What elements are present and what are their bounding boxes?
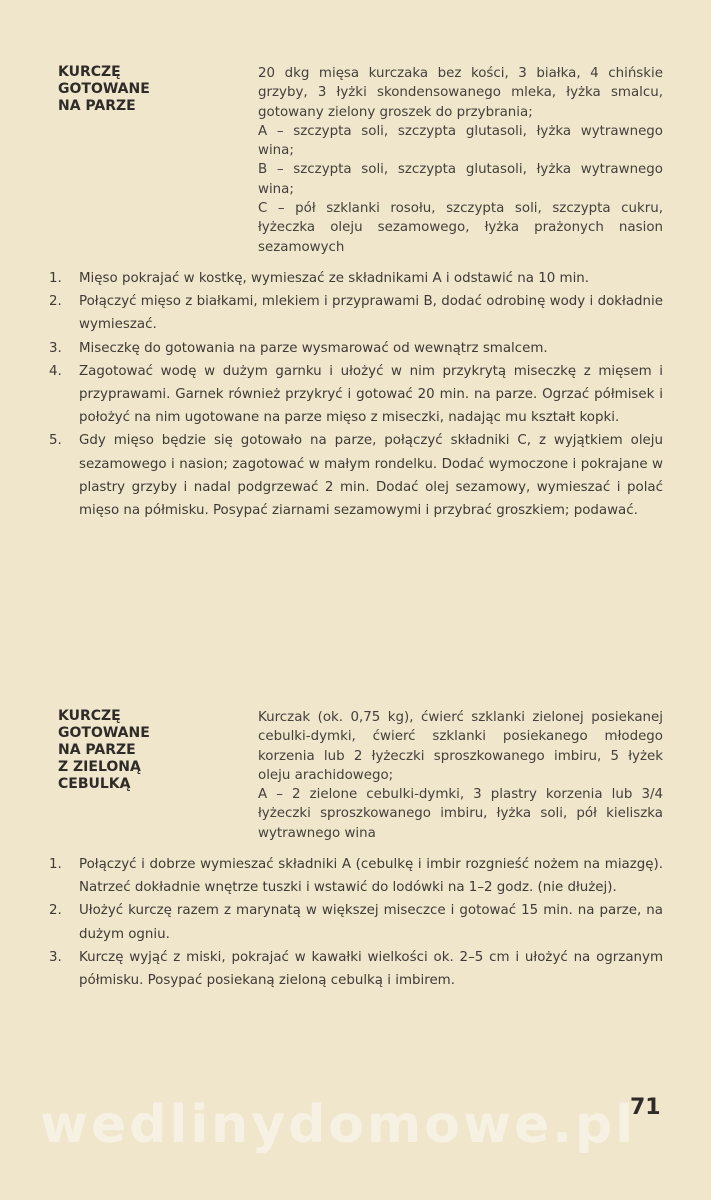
recipe-title (58, 64, 258, 257)
ingredients-group-c: C – pół szklanki rosołu, szczypta soli, szczypta cukru, łyżeczka oleju sezamowego, łyżka prażonych nasion sezamowych (258, 201, 663, 255)
recipe-title (58, 708, 258, 843)
title-line: GOTOWANE (58, 725, 150, 741)
step-number: 3. (49, 949, 62, 965)
title-line: KURCZĘ (58, 708, 121, 724)
watermark: wedlinydomowe.pl (40, 1095, 637, 1155)
ingredients-group-b: B – szczypta soli, szczypta glutasoli, łyżka wytrawnego wina; (258, 162, 663, 197)
step-number: 2. (49, 294, 62, 310)
ingredients-group-a: A – szczypta soli, szczypta glutasoli, łyżka wytrawnego wina; (258, 123, 663, 159)
title-line: KURCZĘ (58, 64, 121, 80)
steps-list (49, 267, 663, 522)
step-number: 1. (49, 270, 62, 286)
title-line: NA PARZE (58, 742, 136, 758)
page-number: 71 (630, 1095, 661, 1120)
ingredients-group-a: A – 2 zielone cebulki-dymki, 3 plastry korzenia lub 3/4 łyżeczki sproszkowanego imbiru, łyżka soli, pół kieliszka wytrawnego wina (258, 787, 663, 841)
step-text: Zagotować wodę w dużym garnku i ułożyć w nim przykrytą miseczkę z mięsem i przyprawami. Garnek również przykryć i gotować 20 min. na parze. Ogrzać półmisek i położyć na nim ugotowane na parze mięso z miseczki, nadając mu kształt kopki. (79, 363, 663, 426)
step-text: Kurczę wyjąć z miski, pokrajać w kawałki wielkości ok. 2–5 cm i ułożyć na ogrzanym półmisku. Posypać posiekaną zieloną cebulką i imbirem. (79, 949, 663, 989)
step-number: 2. (49, 903, 62, 919)
recipe-header (58, 708, 663, 843)
recipe-steamed-chicken-green-onion (49, 708, 663, 992)
step-item (49, 360, 663, 430)
title-line: GOTOWANE (58, 81, 150, 97)
step-item (49, 290, 663, 336)
step-item (49, 853, 663, 899)
ingredients-main: Kurczak (ok. 0,75 kg), ćwierć szklanki zielonej posiekanej cebulki-dymki, ćwierć szklanki posiekanego młodego korzenia lub 2 łyżeczki sproszkowanego imbiru, 5 łyżek oleju arachidowego; (258, 710, 663, 783)
title-line: Z ZIELONĄ (58, 759, 141, 775)
step-text: Gdy mięso będzie się gotowało na parze, połączyć składniki C, z wyjątkiem oleju sezamowego i nasion; zagotować w małym rondelku. Dodać wymoczone i pokrajane w plastry grzyby i nadal podgrzewać 2 min. Dodać olej sezamowy, wymieszać i polać mięso na półmisku. Posypać ziarnami sezamowymi i przybrać groszkiem; podawać. (79, 433, 663, 518)
ingredients-main: 20 dkg mięsa kurczaka bez kości, 3 białka, 4 chińskie grzyby, 3 łyżki skondensowanego mleka, łyżka smalcu, gotowany zielony groszek do przybrania; (258, 66, 663, 120)
title-line: NA PARZE (58, 98, 136, 114)
step-item (49, 899, 663, 945)
step-text: Ułożyć kurczę razem z marynatą w większej miseczce i gotować 15 min. na parze, na dużym ogniu. (79, 903, 663, 942)
step-text: Mięso pokrajać w kostkę, wymieszać ze składnikami A i odstawić na 10 min. (79, 270, 590, 286)
step-text: Połączyć i dobrze wymieszać składniki A (cebulkę i imbir rozgnieść nożem na miazgę). Natrzeć dokładnie wnętrze tuszki i wstawić do lodówki na 1–2 godz. (nie dłużej). (79, 857, 663, 896)
step-text: Połączyć mięso z białkami, mlekiem i przyprawami B, dodać odrobinę wody i dokładnie wymieszać. (79, 294, 663, 333)
step-number: 5. (49, 433, 62, 449)
steps-list (49, 853, 663, 992)
step-item (49, 337, 663, 360)
step-number: 4. (49, 363, 62, 379)
ingredients-list (258, 64, 663, 257)
step-item (49, 267, 663, 290)
step-number: 1. (49, 857, 62, 873)
step-item (49, 946, 663, 992)
step-number: 3. (49, 340, 62, 356)
step-text: Miseczkę do gotowania na parze wysmarować od wewnątrz smalcem. (79, 340, 548, 356)
recipe-steamed-chicken (49, 64, 663, 522)
recipe-header (58, 64, 663, 257)
title-line: CEBULKĄ (58, 776, 131, 792)
step-item (49, 429, 663, 522)
ingredients-list (258, 708, 663, 843)
